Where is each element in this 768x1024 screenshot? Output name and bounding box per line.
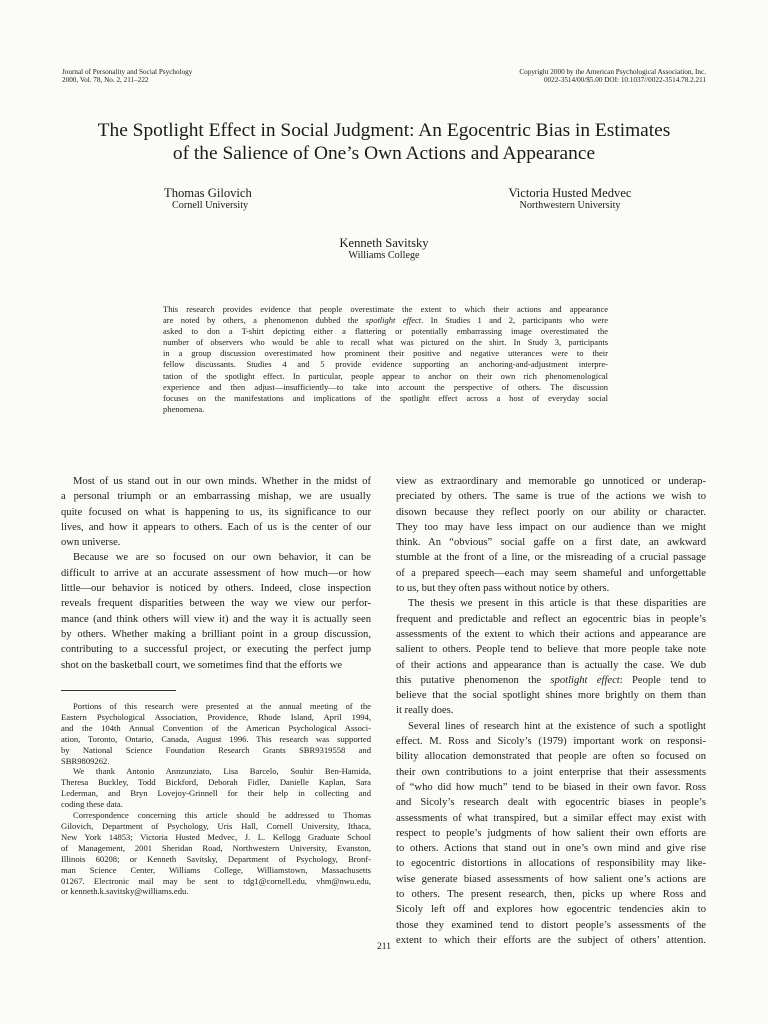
text-line: bility allocation demonstrated that people are often so focused on	[396, 751, 706, 763]
text-line: by National Science Foundation Research Grants SBR9319558 and	[61, 744, 371, 755]
copyright-line: Copyright 2000 by the American Psychological Association, Inc.	[519, 68, 706, 76]
text-line: reveals frequent disparities between the way we view our perfor-	[61, 598, 371, 610]
text-line: We thank Antonio Annzunziato, Lisa Barcelo, Souhir Ben-Hamida,	[73, 766, 371, 777]
text-line: Gilovich, Department of Psychology, Uris Hall, Cornell University, Ithaca,	[61, 820, 371, 831]
text-line: and Sicoly’s research dealt with egocentric biases in people’s	[396, 797, 706, 809]
text-line: this putative phenomenon the spotlight effect: People tend to	[396, 674, 706, 686]
text-line: of “who did how much” tend to be biased in their own favor. Ross	[396, 781, 706, 793]
author-affiliation: Williams College	[348, 250, 420, 261]
text-line: think. An “obvious” social gaffe on a first date, an awkward	[396, 537, 706, 549]
text-line: asked to don a T-shirt depicting either a flattering or potentially embarrassing image overestimated the	[163, 326, 608, 337]
text-line: little—our behavior is noticed by others. Indeed, close inspection	[61, 583, 371, 595]
text-line: This research provides evidence that people overestimate the extent to which their actions and appearance	[163, 304, 608, 314]
text-line: assessments of what transpired, but a similar effect may exist with	[396, 812, 706, 824]
author-name: Victoria Husted Medvec	[508, 186, 632, 200]
text-line: Eastern Psychological Association, Providence, Rhode Island, April 1994,	[61, 711, 371, 722]
text-line: lives, and how it appears to others. Each of us is the center of our	[61, 521, 371, 533]
doi-line: 0022-3514/00/$5.00 DOI: 10.1037//0022-3514.78.2.211	[543, 76, 706, 85]
article-title	[40, 119, 728, 165]
text-line: tation of the spotlight effect. In particular, people appear to anchor on their own rich phenomenological	[163, 370, 608, 381]
text-line: man Science Center, Williams College, Williamstown, Massachusetts	[61, 864, 371, 875]
text-line: 01267. Electronic mail may be sent to tdg1@cornell.edu, vhm@nwu.edu,	[61, 875, 371, 886]
text-line: Sicoly left off and explores how egocentric tendencies akin to	[396, 904, 706, 916]
author-name: Kenneth Savitsky	[339, 236, 429, 250]
text-line: focuses on the manifestations and implications of the spotlight effect across a host of everyday social	[163, 392, 608, 403]
text-line: assessments of the extent to which their actions and appearance are	[396, 628, 706, 640]
text-line: ation, Toronto, Ontario, Canada, August 1996. This research was supported	[61, 733, 371, 744]
text-line: New York 14853; Victoria Husted Medvec, J. L. Kellogg Graduate School	[61, 831, 371, 842]
text-line: Several lines of research hint at the existence of such a spotlight	[408, 720, 706, 732]
text-line: Theresa Buckley, Todd Bickford, Deborah Fidler, Danielle Kaplan, Sara	[61, 777, 371, 788]
text-line: Correspondence concerning this article should be addressed to Thomas	[73, 810, 371, 821]
text-line: salient to others. People tend to believe that more people take note	[396, 644, 706, 656]
text-line: respect to people’s judgments of how salient their own efforts are	[396, 827, 706, 839]
author-affiliation: Cornell University	[172, 200, 249, 211]
text-line: Because we are so focused on our own behavior, it can be	[73, 552, 371, 564]
text-line: in a group discussion overestimated how prominent their positive and negative utterances were to their	[163, 348, 608, 359]
text-line: preciated by others. The same is true of the actions we wish to	[396, 491, 706, 503]
journal-citation	[62, 68, 192, 85]
body-column-right	[396, 474, 706, 948]
text-line: disown because they reflect poorly on our ability or character.	[396, 506, 706, 518]
text-line: their own contributions to a joint enterprise that their assessments	[396, 766, 706, 778]
text-line: to others. The present research, then, picks up where Ross and	[396, 889, 706, 901]
text-line: mance (and think others will view it) and the way it is actually seen	[61, 613, 371, 625]
text-line: and the 104th Annual Convention of the American Psychological Associ-	[61, 722, 371, 733]
text-line: to us, but they often pass without notice by others.	[396, 583, 610, 595]
text-line: Illinois 60208; or Kenneth Savitsky, Department of Psychology, Bronf-	[61, 853, 371, 864]
text-line: by others. Whether making a brilliant point in a group discussion,	[61, 628, 371, 640]
text-line: stumble at the front of a line, or the misreading of a crucial passage	[396, 552, 706, 564]
copyright-notice	[470, 68, 706, 85]
author-affiliation: Northwestern University	[519, 200, 621, 211]
abstract	[163, 304, 608, 415]
text-line: of a prepared speech—each may seem shameful and unforgettable	[396, 567, 706, 579]
author-footnotes	[61, 701, 371, 897]
text-line: Portions of this research were presented at the annual meeting of the	[73, 701, 371, 711]
text-line: SBR9809262.	[61, 755, 110, 766]
text-line: quite focused on what is happening to us, its significance to our	[61, 506, 371, 518]
text-line: a personal triumph or an embarrassing mishap, we are usually	[61, 491, 371, 503]
text-line: view as extraordinary and memorable go unnoticed or underap-	[396, 476, 706, 487]
journal-name: Journal of Personality and Social Psychology	[62, 68, 193, 76]
author-name: Thomas Gilovich	[164, 186, 252, 200]
text-line: it really does.	[396, 705, 454, 717]
footnote-divider	[61, 690, 176, 691]
text-line: shot on the basketball court, we sometimes find that the efforts we	[61, 659, 343, 671]
text-line: to others. Actions that stand out in one’s own mind and give rise	[396, 843, 706, 855]
text-line: fellow discussants. Studies 4 and 5 provide evidence supporting an anchoring-and-adjustment interpre-	[163, 359, 608, 370]
text-line: difficult to arrive at an accurate assessment of how much—or how	[61, 567, 371, 579]
text-line: those they examined tend to distort people’s assessments of the	[396, 919, 706, 931]
page-number: 211	[377, 942, 391, 952]
text-line: of Management, 2001 Sheridan Road, Northwestern University, Evanston,	[61, 842, 371, 853]
text-line: experience and then adjust—insufficiently—to take into account the perspective of others. The discussion	[163, 381, 608, 392]
body-column-left	[61, 474, 371, 673]
text-line: number of observers who would be able to recall what was pictured on the shirt. In Study 3, participants	[163, 337, 608, 348]
text-line: wise generate biased assessments of how salient one’s actions are	[396, 873, 706, 885]
text-line: The thesis we present in this article is that these disparities are	[408, 598, 706, 610]
text-line: extent to which their efforts are the subject of others’ attention.	[396, 934, 706, 946]
text-line: or kenneth.k.savitsky@williams.edu.	[61, 886, 189, 897]
text-line: They too may have less impact on our audience than we might	[396, 521, 706, 533]
text-line: Most of us stand out in our own minds. Whether in the midst of	[73, 476, 371, 487]
text-line: own universe.	[61, 537, 121, 549]
author-savitsky	[284, 237, 484, 261]
author-medvec	[465, 187, 675, 211]
text-line: to egocentric distortions in allocations of responsibility may like-	[396, 858, 706, 870]
journal-volume: 2000, Vol. 78, No. 2, 211–222	[62, 76, 149, 85]
text-line: coding these data.	[61, 799, 123, 810]
text-line: frequent and predictable and reflect an egocentric bias in people’s	[396, 613, 706, 625]
text-line: contributing to a successful project, or executing the perfect jump	[61, 644, 371, 656]
text-line: effect. M. Ross and Sicoly’s (1979) important work on responsi-	[396, 736, 706, 748]
text-line: of their actions and appearance than is actually the case. We dub	[396, 659, 706, 671]
title-line: The Spotlight Effect in Social Judgment: An Egocentric Bias in Estimates	[97, 120, 671, 141]
author-gilovich	[164, 187, 252, 211]
text-line: believe that the social spotlight shines more brightly on them than	[396, 690, 706, 702]
title-line: of the Salience of One’s Own Actions and Appearance	[172, 143, 596, 164]
text-line: phenomena.	[163, 403, 205, 414]
text-line: are noted by others, a phenomenon dubbed the spotlight effect. In Studies 1 and 2, participants who were	[163, 315, 608, 326]
text-line: Lederman, and Bryn Lovejoy-Grinnell for their help in collecting and	[61, 788, 371, 799]
